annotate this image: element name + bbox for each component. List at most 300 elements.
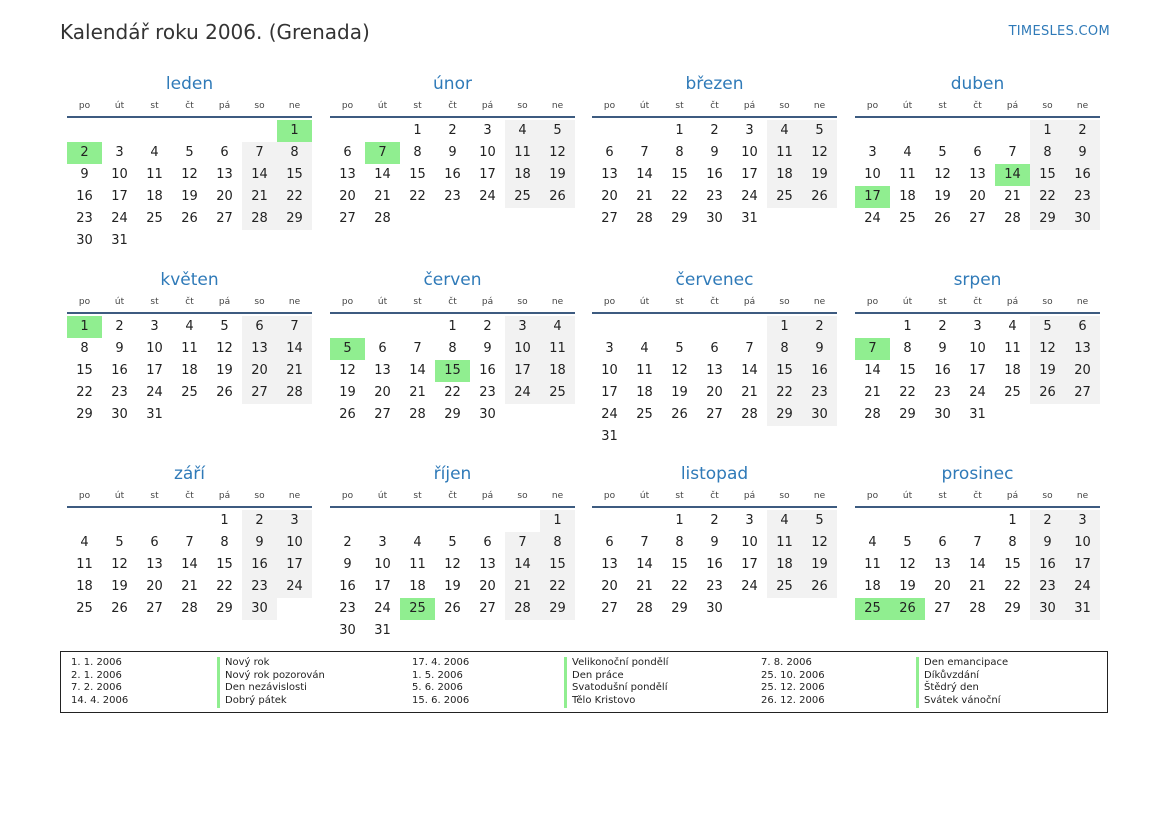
- day-cell: 16: [1065, 164, 1100, 186]
- day-cell: 16: [1030, 554, 1065, 576]
- site-link[interactable]: TIMESLES.COM: [1008, 24, 1110, 39]
- day-cell: 16: [706, 557, 723, 572]
- day-cell: 26: [339, 407, 356, 422]
- day-cell: 3: [605, 341, 614, 356]
- day-cell: 19: [111, 579, 128, 594]
- day-cell: 29: [277, 208, 312, 230]
- day-cell: 27: [1065, 382, 1100, 404]
- day-cell: 7: [973, 535, 982, 550]
- day-cell: 22: [671, 579, 688, 594]
- day-cell: 4: [150, 145, 159, 160]
- day-grid: [330, 316, 575, 426]
- holiday-day-cell: 7: [855, 338, 890, 360]
- legend-date: 7. 2. 2006: [71, 682, 122, 694]
- legend-holiday: Den nezávislosti: [217, 682, 325, 695]
- day-cell: 25: [146, 211, 163, 226]
- legend-date: 1. 5. 2006: [412, 669, 463, 681]
- day-grid: [855, 316, 1100, 426]
- day-cell: 29: [671, 601, 688, 616]
- day-cell: 10: [864, 167, 881, 182]
- weekday-label: út: [114, 297, 125, 307]
- day-cell: 9: [710, 535, 719, 550]
- empty-cell: [102, 510, 137, 532]
- month-name: září: [173, 464, 206, 484]
- day-cell: 5: [1030, 316, 1065, 338]
- day-cell: 23: [479, 385, 496, 400]
- day-cell: 7: [277, 316, 312, 338]
- empty-cell: [400, 510, 435, 532]
- day-cell: 22: [540, 576, 575, 598]
- day-cell: 18: [767, 554, 802, 576]
- weekday-label: st: [413, 297, 422, 307]
- legend-dates-col-1: [71, 657, 128, 708]
- day-cell: 26: [181, 211, 198, 226]
- day-cell: 9: [938, 341, 947, 356]
- empty-cell: [330, 510, 365, 532]
- day-cell: 25: [767, 186, 802, 208]
- weekday-label: čt: [448, 101, 457, 111]
- day-cell: 1: [540, 510, 575, 532]
- day-cell: 10: [111, 167, 128, 182]
- empty-cell: [627, 510, 662, 532]
- day-cell: 6: [1065, 316, 1100, 338]
- weekday-label: pá: [218, 491, 231, 501]
- empty-cell: [662, 316, 697, 338]
- day-cell: 13: [706, 363, 723, 378]
- weekday-label: út: [902, 101, 913, 111]
- day-cell: 27: [479, 601, 496, 616]
- day-grid: [67, 120, 312, 252]
- day-grid: [592, 316, 837, 448]
- day-cell: 28: [409, 407, 426, 422]
- legend-date: 7. 8. 2006: [761, 657, 812, 668]
- day-cell: 13: [216, 167, 233, 182]
- month-květen: [67, 268, 312, 426]
- day-cell: 15: [76, 363, 93, 378]
- day-cell: 23: [706, 579, 723, 594]
- empty-cell: [365, 316, 400, 338]
- day-cell: 24: [146, 385, 163, 400]
- day-cell: 9: [115, 341, 124, 356]
- day-cell: 19: [540, 164, 575, 186]
- day-cell: 15: [540, 554, 575, 576]
- day-cell: 5: [802, 120, 837, 142]
- day-cell: 7: [1008, 145, 1017, 160]
- day-cell: 17: [479, 167, 496, 182]
- month-name: duben: [950, 74, 1005, 94]
- day-cell: 3: [483, 123, 492, 138]
- month-březen: [592, 72, 837, 230]
- weekday-label: so: [517, 101, 528, 111]
- day-cell: 28: [636, 601, 653, 616]
- day-cell: 23: [1065, 186, 1100, 208]
- day-cell: 4: [505, 120, 540, 142]
- day-grid: [330, 510, 575, 642]
- legend-holiday: Nový rok pozorován: [217, 670, 325, 683]
- day-cell: 28: [505, 598, 540, 620]
- day-cell: 17: [146, 363, 163, 378]
- legend-holiday: Štědrý den: [916, 682, 1008, 695]
- empty-cell: [732, 316, 767, 338]
- empty-cell: [855, 120, 890, 142]
- day-cell: 4: [540, 316, 575, 338]
- day-cell: 18: [540, 360, 575, 382]
- weekday-label: po: [866, 101, 879, 111]
- day-cell: 8: [903, 341, 912, 356]
- day-cell: 16: [706, 167, 723, 182]
- legend-date: 17. 4. 2006: [412, 657, 470, 668]
- day-grid: [855, 120, 1100, 230]
- day-cell: 14: [505, 554, 540, 576]
- day-cell: 4: [767, 510, 802, 532]
- day-cell: 6: [242, 316, 277, 338]
- day-grid: [67, 316, 312, 426]
- day-cell: 3: [745, 123, 754, 138]
- day-cell: 8: [767, 338, 802, 360]
- day-cell: 12: [802, 532, 837, 554]
- day-cell: 20: [601, 189, 618, 204]
- day-cell: 2: [115, 319, 124, 334]
- day-cell: 23: [934, 385, 951, 400]
- weekday-label: ne: [813, 297, 826, 307]
- empty-cell: [67, 510, 102, 532]
- month-name: srpen: [953, 270, 1002, 290]
- day-cell: 7: [505, 532, 540, 554]
- day-cell: 9: [1065, 142, 1100, 164]
- day-cell: 8: [220, 535, 229, 550]
- day-cell: 7: [185, 535, 194, 550]
- day-cell: 4: [640, 341, 649, 356]
- month-říjen: [330, 462, 575, 642]
- day-cell: 22: [767, 382, 802, 404]
- day-cell: 6: [605, 535, 614, 550]
- day-cell: 21: [1004, 189, 1021, 204]
- weekday-label: so: [779, 101, 790, 111]
- day-cell: 25: [767, 576, 802, 598]
- day-cell: 27: [934, 601, 951, 616]
- day-cell: 23: [802, 382, 837, 404]
- day-cell: 17: [741, 557, 758, 572]
- month-name: červen: [423, 270, 482, 290]
- day-cell: 24: [969, 385, 986, 400]
- day-cell: 29: [76, 407, 93, 422]
- day-cell: 2: [802, 316, 837, 338]
- weekday-label: ne: [813, 491, 826, 501]
- weekday-label: st: [150, 297, 159, 307]
- weekday-label: po: [866, 491, 879, 501]
- day-cell: 12: [216, 341, 233, 356]
- day-cell: 6: [150, 535, 159, 550]
- day-cell: 17: [277, 554, 312, 576]
- weekday-label: út: [377, 101, 388, 111]
- day-cell: 12: [339, 363, 356, 378]
- empty-cell: [592, 316, 627, 338]
- day-cell: 13: [969, 167, 986, 182]
- day-cell: 4: [413, 535, 422, 550]
- month-name: květen: [160, 270, 219, 290]
- day-cell: 19: [444, 579, 461, 594]
- day-grid: [855, 510, 1100, 620]
- day-cell: 13: [146, 557, 163, 572]
- day-cell: 25: [76, 601, 93, 616]
- day-cell: 18: [767, 164, 802, 186]
- day-cell: 30: [76, 233, 93, 248]
- day-cell: 31: [111, 233, 128, 248]
- day-cell: 18: [505, 164, 540, 186]
- day-cell: 26: [802, 576, 837, 598]
- page-title: Kalendář roku 2006. (Grenada): [60, 20, 370, 44]
- day-cell: 19: [339, 385, 356, 400]
- day-cell: 1: [448, 319, 457, 334]
- day-cell: 23: [706, 189, 723, 204]
- legend-holiday: Den práce: [564, 670, 668, 683]
- day-cell: 1: [767, 316, 802, 338]
- weekday-label: pá: [743, 491, 756, 501]
- day-cell: 25: [1004, 385, 1021, 400]
- day-cell: 22: [1030, 186, 1065, 208]
- holiday-day-cell: 17: [855, 186, 890, 208]
- day-cell: 19: [802, 554, 837, 576]
- month-name: únor: [433, 74, 472, 94]
- day-cell: 25: [899, 211, 916, 226]
- day-cell: 22: [1004, 579, 1021, 594]
- legend-date: 25. 12. 2006: [761, 682, 825, 694]
- weekday-label: po: [341, 101, 354, 111]
- day-grid: [67, 510, 312, 620]
- weekday-label: ne: [1076, 101, 1089, 111]
- day-cell: 28: [1004, 211, 1021, 226]
- day-cell: 30: [1030, 598, 1065, 620]
- legend-names-col-3: [916, 657, 1008, 708]
- day-cell: 27: [374, 407, 391, 422]
- legend-date: 5. 6. 2006: [412, 682, 463, 694]
- day-cell: 28: [181, 601, 198, 616]
- weekday-label: út: [639, 297, 650, 307]
- weekday-label: čt: [448, 491, 457, 501]
- day-cell: 22: [409, 189, 426, 204]
- weekday-label: út: [639, 491, 650, 501]
- day-cell: 10: [505, 338, 540, 360]
- day-cell: 26: [671, 407, 688, 422]
- weekday-label: so: [254, 491, 265, 501]
- weekday-label: út: [114, 491, 125, 501]
- day-cell: 22: [277, 186, 312, 208]
- day-cell: 30: [242, 598, 277, 620]
- day-cell: 11: [636, 363, 653, 378]
- day-cell: 19: [671, 385, 688, 400]
- weekday-label: pá: [1006, 101, 1019, 111]
- day-cell: 20: [242, 360, 277, 382]
- day-cell: 6: [710, 341, 719, 356]
- day-cell: 29: [1030, 208, 1065, 230]
- day-cell: 26: [216, 385, 233, 400]
- day-cell: 10: [1065, 532, 1100, 554]
- empty-cell: [855, 316, 890, 338]
- day-cell: 5: [540, 120, 575, 142]
- weekday-label: čt: [973, 297, 982, 307]
- weekday-label: ne: [1076, 491, 1089, 501]
- weekday-header: [67, 293, 312, 314]
- weekday-label: pá: [1006, 297, 1019, 307]
- month-name: listopad: [680, 464, 749, 484]
- legend-holiday: Nový rok: [217, 657, 325, 670]
- day-cell: 1: [675, 123, 684, 138]
- holiday-day-cell: 1: [67, 316, 102, 338]
- day-cell: 19: [216, 363, 233, 378]
- day-cell: 27: [969, 211, 986, 226]
- weekday-header: [855, 293, 1100, 314]
- holiday-day-cell: 5: [330, 338, 365, 360]
- day-cell: 7: [640, 145, 649, 160]
- holiday-legend: [60, 651, 1108, 713]
- day-cell: 4: [80, 535, 89, 550]
- legend-holiday: Tělo Kristovo: [564, 695, 668, 708]
- day-cell: 8: [675, 535, 684, 550]
- month-leden: [67, 72, 312, 252]
- day-cell: 26: [111, 601, 128, 616]
- month-listopad: [592, 462, 837, 620]
- day-cell: 13: [934, 557, 951, 572]
- day-cell: 30: [706, 211, 723, 226]
- empty-cell: [102, 120, 137, 142]
- day-cell: 22: [444, 385, 461, 400]
- day-cell: 5: [903, 535, 912, 550]
- weekday-header: [592, 293, 837, 314]
- weekday-label: pá: [481, 297, 494, 307]
- weekday-header: [855, 97, 1100, 118]
- empty-cell: [330, 120, 365, 142]
- day-cell: 19: [1030, 360, 1065, 382]
- day-cell: 18: [409, 579, 426, 594]
- day-cell: 11: [1004, 341, 1021, 356]
- empty-cell: [505, 510, 540, 532]
- weekday-label: st: [413, 491, 422, 501]
- day-cell: 1: [675, 513, 684, 528]
- day-cell: 29: [444, 407, 461, 422]
- day-cell: 29: [540, 598, 575, 620]
- day-cell: 1: [903, 319, 912, 334]
- day-cell: 19: [899, 579, 916, 594]
- month-name: leden: [165, 74, 214, 94]
- weekday-label: čt: [185, 297, 194, 307]
- day-cell: 20: [934, 579, 951, 594]
- legend-holiday: Svatodušní pondělí: [564, 682, 668, 695]
- weekday-header: [592, 97, 837, 118]
- empty-cell: [627, 120, 662, 142]
- day-cell: 15: [1030, 164, 1065, 186]
- empty-cell: [137, 510, 172, 532]
- empty-cell: [172, 120, 207, 142]
- day-cell: 23: [111, 385, 128, 400]
- day-cell: 6: [220, 145, 229, 160]
- holiday-day-cell: 15: [435, 360, 470, 382]
- day-cell: 15: [671, 557, 688, 572]
- day-cell: 16: [444, 167, 461, 182]
- day-cell: 4: [767, 120, 802, 142]
- day-cell: 21: [636, 189, 653, 204]
- empty-cell: [995, 120, 1030, 142]
- day-cell: 5: [448, 535, 457, 550]
- day-cell: 28: [277, 382, 312, 404]
- month-červen: [330, 268, 575, 426]
- day-cell: 27: [706, 407, 723, 422]
- day-cell: 28: [636, 211, 653, 226]
- day-cell: 14: [374, 167, 391, 182]
- day-cell: 12: [802, 142, 837, 164]
- day-cell: 14: [636, 167, 653, 182]
- day-cell: 3: [378, 535, 387, 550]
- legend-holiday: Dobrý pátek: [217, 695, 325, 708]
- day-cell: 14: [409, 363, 426, 378]
- day-cell: 6: [483, 535, 492, 550]
- legend-names-col-2: [564, 657, 668, 708]
- day-cell: 11: [767, 142, 802, 164]
- day-cell: 12: [444, 557, 461, 572]
- empty-cell: [137, 120, 172, 142]
- day-cell: 2: [1030, 510, 1065, 532]
- day-cell: 31: [146, 407, 163, 422]
- day-cell: 5: [115, 535, 124, 550]
- day-cell: 23: [444, 189, 461, 204]
- day-cell: 27: [601, 211, 618, 226]
- day-cell: 20: [146, 579, 163, 594]
- day-cell: 31: [741, 211, 758, 226]
- weekday-label: so: [779, 297, 790, 307]
- day-cell: 7: [242, 142, 277, 164]
- day-cell: 11: [540, 338, 575, 360]
- weekday-label: čt: [185, 491, 194, 501]
- day-cell: 19: [934, 189, 951, 204]
- day-cell: 28: [374, 211, 391, 226]
- weekday-label: pá: [218, 101, 231, 111]
- empty-cell: [435, 510, 470, 532]
- weekday-label: so: [517, 491, 528, 501]
- day-cell: 20: [969, 189, 986, 204]
- day-cell: 31: [374, 623, 391, 638]
- weekday-label: čt: [448, 297, 457, 307]
- day-cell: 30: [934, 407, 951, 422]
- day-cell: 17: [1065, 554, 1100, 576]
- day-cell: 28: [242, 208, 277, 230]
- day-cell: 15: [216, 557, 233, 572]
- day-cell: 13: [479, 557, 496, 572]
- day-cell: 12: [671, 363, 688, 378]
- day-cell: 17: [741, 167, 758, 182]
- day-cell: 2: [448, 123, 457, 138]
- legend-date: 25. 10. 2006: [761, 669, 825, 681]
- day-cell: 25: [181, 385, 198, 400]
- day-cell: 16: [111, 363, 128, 378]
- day-cell: 23: [339, 601, 356, 616]
- day-cell: 17: [601, 385, 618, 400]
- weekday-label: po: [866, 297, 879, 307]
- day-cell: 23: [1030, 576, 1065, 598]
- empty-cell: [330, 316, 365, 338]
- holiday-day-cell: 14: [995, 164, 1030, 186]
- holiday-day-cell: 25: [400, 598, 435, 620]
- day-cell: 24: [741, 189, 758, 204]
- day-cell: 3: [150, 319, 159, 334]
- day-cell: 22: [76, 385, 93, 400]
- day-cell: 24: [741, 579, 758, 594]
- day-cell: 12: [1030, 338, 1065, 360]
- legend-date: 26. 12. 2006: [761, 695, 825, 707]
- weekday-label: st: [150, 491, 159, 501]
- day-cell: 20: [601, 579, 618, 594]
- day-cell: 3: [973, 319, 982, 334]
- day-cell: 16: [934, 363, 951, 378]
- weekday-label: čt: [710, 101, 719, 111]
